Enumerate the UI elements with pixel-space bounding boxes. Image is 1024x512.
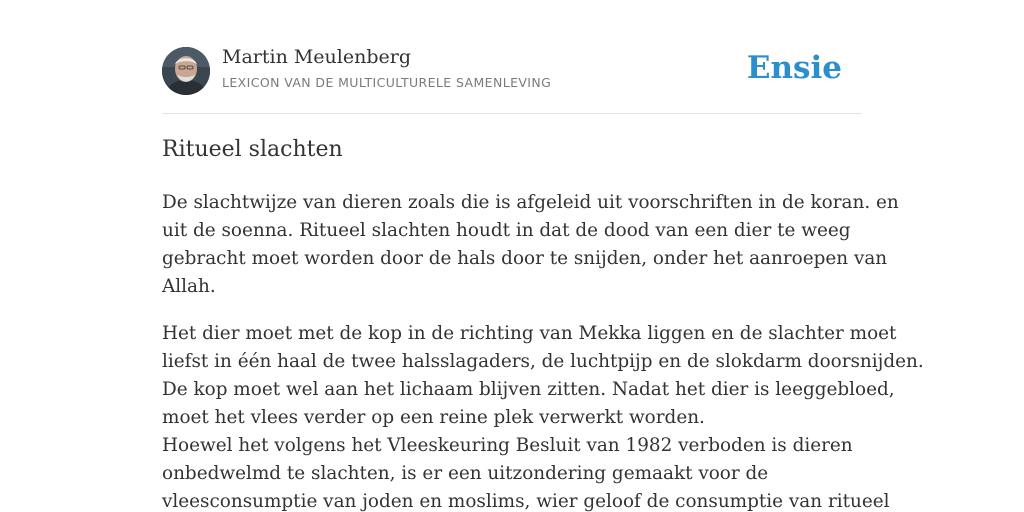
ensie-logo[interactable]: Ensie <box>746 50 842 86</box>
text-line: vleesconsumptie van joden en moslims, wier geloof de consumptie van ritueel <box>162 491 890 512</box>
article-title: Ritueel slachten <box>162 137 343 162</box>
article-header <box>162 46 862 114</box>
author-name[interactable]: Martin Meulenberg <box>222 46 411 68</box>
paragraph-1 <box>162 189 899 301</box>
paragraph-2 <box>162 320 924 512</box>
text-line: De slachtwijze van dieren zoals die is afgeleid uit voorschriften in de koran. en <box>162 192 899 213</box>
text-line: liefst in één haal de twee halsslagaders, de luchtpijp en de slokdarm doorsnijden. <box>162 351 924 372</box>
text-line: Hoewel het volgens het Vleeskeuring Besluit van 1982 verboden is dieren <box>162 435 853 456</box>
text-line: uit de soenna. Ritueel slachten houdt in dat de dood van een dier te weeg <box>162 220 851 241</box>
text-line: Het dier moet met de kop in de richting van Mekka liggen en de slachter moet <box>162 323 897 344</box>
text-line: De kop moet wel aan het lichaam blijven zitten. Nadat het dier is leeggebloed, <box>162 379 895 400</box>
text-line: gebracht moet worden door de hals door te snijden, onder het aanroepen van <box>162 248 888 269</box>
article-body <box>162 189 924 512</box>
text-line: onbedwelmd te slachten, is er een uitzondering gemaakt voor de <box>162 463 769 484</box>
text-line: moet het vlees verder op een reine plek verwerkt worden. <box>162 407 705 428</box>
publication-name[interactable]: LEXICON VAN DE MULTICULTURELE SAMENLEVING <box>222 75 552 90</box>
author-avatar[interactable] <box>162 47 210 95</box>
text-line: Allah. <box>162 276 216 297</box>
author-photo-icon <box>162 47 210 95</box>
